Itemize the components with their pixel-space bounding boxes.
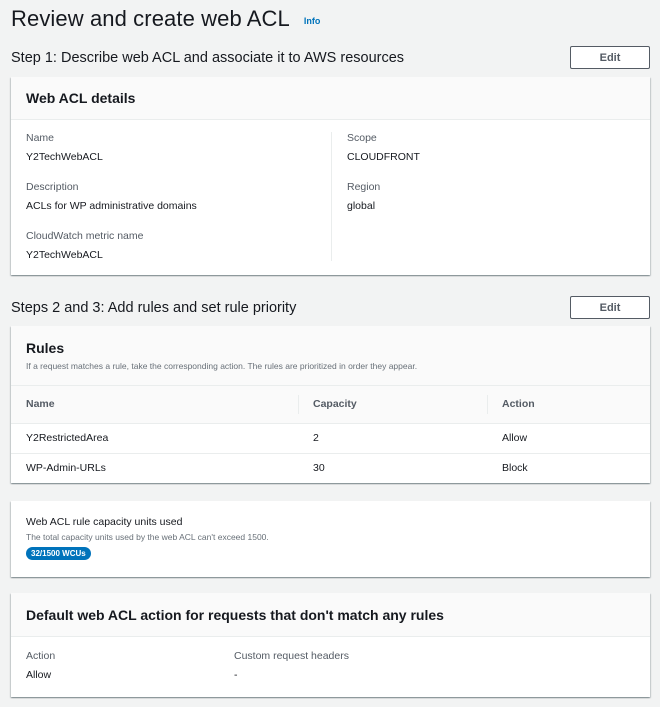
column-header-name[interactable]: Name: [11, 386, 298, 423]
scope-value: CLOUDFRONT: [347, 151, 420, 163]
step23-edit-button[interactable]: Edit: [570, 296, 650, 319]
rules-table: [11, 386, 650, 483]
default-action-card: [11, 593, 650, 697]
description-value: ACLs for WP administrative domains: [26, 200, 197, 212]
region-label: Region: [347, 181, 381, 193]
name-value: Y2TechWebACL: [26, 151, 103, 163]
scope-label: Scope: [347, 132, 377, 144]
cloudwatch-metric-label: CloudWatch metric name: [26, 230, 144, 242]
column-header-action[interactable]: Action: [487, 386, 650, 423]
wcu-card: [11, 501, 650, 577]
rules-header: [11, 326, 650, 386]
page-title: Review and create web ACL: [11, 6, 290, 31]
page-header: [11, 6, 320, 32]
web-acl-details-card: [11, 77, 650, 275]
rule-action-cell: Allow: [487, 423, 650, 453]
step1-title: Step 1: Describe web ACL and associate it to AWS resources: [11, 50, 405, 66]
rule-capacity-cell: 2: [298, 423, 487, 453]
rule-name-cell: WP-Admin-URLs: [26, 462, 106, 475]
step23-title: Steps 2 and 3: Add rules and set rule priority: [11, 300, 297, 316]
rule-capacity-cell: 30: [313, 462, 325, 475]
rules-table-header-row: [11, 386, 650, 423]
default-action-title: Default web ACL action for requests that don't match any rules: [26, 607, 444, 623]
rule-name-cell: Y2RestrictedArea: [11, 423, 298, 453]
rules-description: If a request matches a rule, take the corresponding action. The rules are prioritized in order they appear.: [26, 361, 418, 371]
web-acl-details-title: Web ACL details: [26, 90, 136, 106]
table-row: [11, 453, 650, 483]
table-row: [11, 423, 650, 453]
cloudwatch-metric-value: Y2TechWebACL: [26, 249, 103, 261]
custom-headers-value: -: [234, 669, 238, 681]
region-value: global: [347, 200, 376, 212]
rules-title: Rules: [26, 340, 65, 356]
action-value: Allow: [26, 669, 52, 681]
step1-edit-button[interactable]: Edit: [570, 46, 650, 69]
wcu-badge: 32/1500 WCUs: [26, 547, 91, 560]
action-label: Action: [26, 650, 56, 662]
description-label: Description: [26, 181, 79, 193]
custom-headers-label: Custom request headers: [234, 650, 349, 662]
rule-action-cell: Block: [502, 462, 528, 475]
column-header-capacity[interactable]: Capacity: [298, 386, 487, 423]
wcu-description: The total capacity units used by the web ACL can't exceed 1500.: [26, 532, 269, 542]
wcu-title: Web ACL rule capacity units used: [26, 516, 183, 528]
rules-card: [11, 326, 650, 483]
web-acl-details-header: [11, 77, 650, 120]
name-label: Name: [26, 132, 55, 144]
default-action-header: [11, 593, 650, 637]
info-link[interactable]: Info: [303, 16, 321, 26]
